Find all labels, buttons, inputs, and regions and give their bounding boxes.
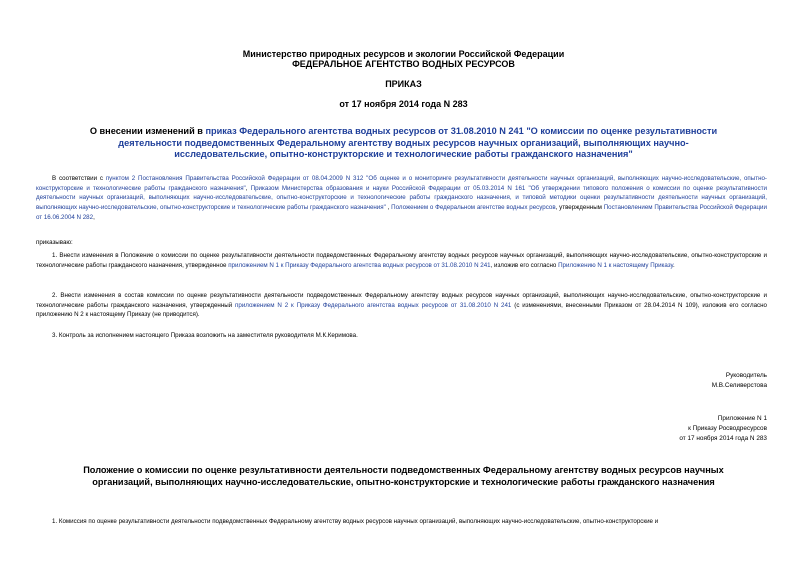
appendix-date: от 17 ноября 2014 года N 283 bbox=[679, 435, 767, 442]
order-title bbox=[72, 126, 735, 161]
preamble-text-5: , bbox=[93, 213, 95, 221]
order-item-3: 3. Контроль за исполнением настоящего Приказа возложить на заместителя руководителя М.К.Керимова. bbox=[52, 332, 358, 339]
preamble-text-3: , bbox=[385, 204, 392, 212]
item2-text-2: (с изменениями, внесенными Приказом от 28.04.2014 N 109), изложив его согласно приложению N 2 к настоящему Приказу (не приводится). bbox=[36, 301, 767, 319]
preamble-paragraph bbox=[36, 174, 767, 223]
appendix-ref: к Приказу Росводресурсов bbox=[688, 425, 767, 432]
preamble-link-3[interactable]: Положением о Федеральном агентстве водных ресурсов bbox=[391, 204, 556, 212]
doc-date-number: от 17 ноября 2014 года N 283 bbox=[339, 99, 468, 109]
signature-name: М.В.Селиверстова bbox=[711, 382, 767, 389]
title-prefix: О внесении изменений в bbox=[89, 126, 206, 136]
preamble-text-2: , bbox=[245, 184, 251, 192]
ministry-name: Министерство природных ресурсов и экологии Российской Федерации bbox=[242, 49, 565, 59]
order-item-2 bbox=[36, 291, 767, 320]
item1-link-1[interactable]: приложением N 1 к Приказу Федерального агентства водных ресурсов от 31.08.2010 N 241 bbox=[228, 261, 491, 269]
appendix-label: Приложение N 1 bbox=[717, 415, 767, 422]
item1-link-2[interactable]: Приложению N 1 к настоящему Приказу bbox=[558, 261, 673, 269]
title-link[interactable]: приказ Федерального агентства водных ресурсов от 31.08.2010 N 241 "О комиссии по оценке результативности деятельности подведомственных Федеральному агентству водных ресурсов научных организаций, выполняющих научно-исследовательские, опытно-конструкторские и технологические работы гражданского назначения" bbox=[118, 126, 718, 159]
item1-text-1: 1. Внести изменения в Положение о комиссии по оценке результативности деятельности подведомственных Федеральному агентству водных ресурсов научных организаций, выполняющих научно-исследовательские, опытно-конструкторские и технологические работы гражданского назначения, утвержденное bbox=[36, 252, 767, 269]
item1-text-3: . bbox=[673, 261, 675, 269]
preamble-link-1[interactable]: пунктом 2 Постановления Правительства Российской Федерации от 08.04.2009 N 312 "Об оценке и о мониторинге результативности деятельности научных организаций, выполняющих научно-исследовательские, опытно-конструкторские и технологические работы гражданского назначения" bbox=[36, 175, 767, 192]
preamble-text-4: , утвержденным bbox=[555, 204, 604, 212]
doc-type: ПРИКАЗ bbox=[385, 79, 422, 89]
item2-text-1: 2. Внести изменения в состав комиссии по оценке результативности деятельности подведомственных Федеральному агентству водных ресурсов научных организаций, выполняющих научно-исследовательские, опытно-конструкторские и технологические работы гражданского назначения, утвержденный bbox=[36, 292, 767, 309]
preamble-link-2[interactable]: Приказом Министерства образования и науки Российской Федерации от 05.03.2014 N 161 "Об утверждении типового положения о комиссии по оценке результативности деятельности научных организаций, выполняющих научно-исследовательские, опытно-конструкторские и технологические работы гражданского назначения, и типовой методики оценки результативности деятельности научных организаций, выполняющих научно-исследовательские, опытно-конструкторские и технологические работы гражданского назначения" bbox=[36, 184, 767, 212]
orders-word: приказываю: bbox=[36, 239, 73, 246]
signature-role: Руководитель bbox=[725, 372, 767, 379]
item2-link-1[interactable]: приложением N 2 к Приказу Федерального агентства водных ресурсов от 31.08.2010 N 241 bbox=[235, 301, 512, 309]
order-item-1 bbox=[36, 251, 767, 270]
appendix-title: Положение о комиссии по оценке результативности деятельности подведомственных Федеральному агентству водных ресурсов научных организаций, выполняющих научно-исследовательские, опытно-конструкторские и технологические работы гражданского назначения bbox=[83, 465, 724, 487]
appendix-item-1: 1. Комиссия по оценке результативности деятельности подведомственных Федеральному агентству водных ресурсов научных организаций, выполняющих научно-исследовательские, опытно-конструкторские и bbox=[52, 518, 659, 525]
agency-name: ФЕДЕРАЛЬНОЕ АГЕНТСТВО ВОДНЫХ РЕСУРСОВ bbox=[292, 59, 515, 69]
item1-text-2: , изложив его согласно bbox=[490, 261, 559, 269]
preamble-text-1: В соответствии с bbox=[52, 175, 106, 182]
preamble-link-4[interactable]: Постановлением Правительства Российской Федерации от 16.06.2004 N 282 bbox=[36, 204, 767, 221]
